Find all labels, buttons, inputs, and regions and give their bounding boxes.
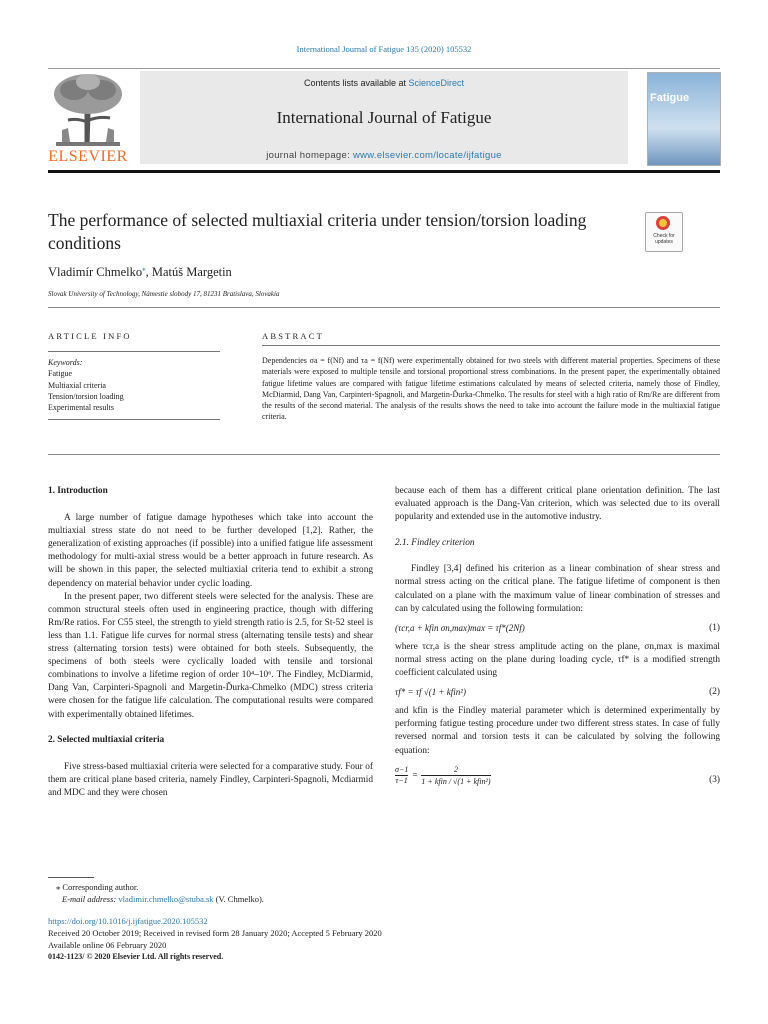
check-updates-icon: [656, 216, 670, 230]
contents-prefix: Contents lists available at: [303, 78, 409, 88]
findley-paragraph-3: and kfin is the Findley material parameter which is determined experimentally by performing fatigue testing procedure under two different stress states. In case of fully reversed normal and torsion tests it can be calculated by solving the following equation:: [395, 706, 720, 756]
eq3-lhs-den: τ−1: [395, 775, 408, 785]
author-1: Vladimír Chmelko: [48, 265, 143, 280]
equation-3: [395, 764, 720, 787]
section-1-heading: 1. Introduction: [48, 486, 108, 496]
author-list: [48, 265, 232, 280]
keywords-label: Keywords:: [48, 358, 83, 367]
intro-paragraph-1: A large number of fatigue damage hypotheses which take into account the multiaxial stress state do not need to be further developed [1,2]. Rather, the generalization of existing approaches (if possible) into a unified fatigue life assessment methodology for multi-axial stress would be a better approach in future research. As will be shown in this paper, the selected multiaxial criteria tend to exhibit a strong dependency on material behavior under cyclic loading.: [48, 513, 373, 589]
email-label: E-mail address:: [62, 894, 119, 904]
footnote-rule: [48, 877, 94, 878]
abstract-rule: [262, 345, 720, 346]
available-online: Available online 06 February 2020: [48, 940, 167, 950]
equation-2-number: (2): [709, 687, 720, 698]
findley-paragraph-2: where τcr,a is the shear stress amplitude acting on the plane, σn,max is maximal normal stress acting on the plane during loading cycle, τf* is a modified strength coefficient calculated using: [395, 641, 720, 679]
header-bottom-rule: [48, 170, 720, 173]
contents-line: [140, 78, 628, 88]
equation-2: [395, 686, 720, 699]
abstract-bottom-rule: [48, 454, 720, 455]
article-info-heading: ARTICLE INFO: [48, 331, 132, 341]
left-column: [48, 485, 373, 800]
keyword: Experimental results: [48, 403, 114, 413]
homepage-prefix: journal homepage:: [266, 150, 353, 161]
doi-link[interactable]: https://doi.org/10.1016/j.ijfatigue.2020.105532: [48, 916, 208, 926]
journal-cover-thumbnail[interactable]: [647, 72, 721, 166]
corresponding-mark[interactable]: ⁎: [142, 265, 146, 273]
criteria-paragraph-continued: because each of them has a different critical plane orientation definition. The last evaluated approach is the Dang-Van criterion, which was selected due to its overall popularity and extended use in the automotive industry.: [395, 486, 720, 523]
abstract-heading: ABSTRACT: [262, 331, 324, 341]
equation-1: [395, 622, 720, 635]
keywords-block: [48, 357, 220, 420]
cover-title: Fatigue: [650, 92, 690, 104]
equation-1-number: (1): [709, 622, 720, 633]
eq3-rhs-den: 1 + kfin / √(1 + kfin²): [421, 776, 491, 786]
equation-1-body: (τcr,a + kfin σn,max)max = τf*(2Nf): [395, 622, 525, 633]
corresponding-note: ⁎ Corresponding author.: [56, 882, 139, 892]
copyright: 0142-1123/ © 2020 Elsevier Ltd. All rights reserved.: [48, 952, 224, 961]
keywords-rule: [48, 419, 220, 420]
check-updates-label: Check for updates: [653, 233, 675, 245]
journal-title: International Journal of Fatigue: [276, 108, 492, 127]
abstract-text: Dependencies σa = f(Nf) and τa = f(Nf) were experimentally obtained for two steels with different material properties. Specimens of these materials were exposed to multiple tensile and torsional proportional stress combinations. In the present paper, the experimentally obtained fatigue lifetime values are compared with fatigue lifetime estimations calculated by means of selected criteria, namely those of Findley, McDiarmid, Dang Van, Carpinteri-Spagnoli, and Margetin-Ďurka-Chmelko. The results for steel with a high ratio of Rm/Re are different from the results of the second material. The analysis of the results shows the need to take into account the failure mode in the multiaxial fatigue criteria.: [262, 356, 720, 422]
received-dates: Received 20 October 2019; Received in revised form 28 January 2020; Accepted 5 February 2020: [48, 928, 382, 938]
journal-homepage: [140, 150, 628, 161]
keyword: Fatigue: [48, 369, 72, 379]
info-top-rule: [48, 307, 720, 308]
equation-3-body: $\frac{\sigma-1}{\tau-1}$ = 2 1 + kfin / √(1 + kfin²): [395, 764, 491, 786]
email-link[interactable]: vladimir.chmelko@stuba.sk: [118, 894, 214, 904]
right-column: [395, 485, 720, 787]
affiliation: Slovak University of Technology, Námestie slobody 17, 81231 Bratislava, Slovakia: [48, 290, 280, 298]
equation-3-number: (3): [709, 774, 720, 785]
header-top-rule: [48, 68, 720, 69]
keyword: Multiaxial criteria: [48, 380, 106, 390]
email-suffix: (V. Chmelko).: [213, 894, 264, 904]
criteria-paragraph-1: Five stress-based multiaxial criteria were selected for a comparative study. Four of them are critical plane based criteria, namely Findley, Carpinteri-Spagnoli, Mcdiarmid and MDC and they were chosen: [48, 761, 373, 798]
homepage-link[interactable]: www.elsevier.com/locate/ijfatigue: [352, 150, 502, 161]
journal-reference[interactable]: International Journal of Fatigue 135 (2020) 105532: [296, 44, 472, 54]
keyword: Tension/torsion loading: [48, 391, 124, 401]
article-info-rule: [48, 351, 220, 352]
eq3-lhs: [395, 765, 408, 786]
elsevier-wordmark: ELSEVIER: [48, 148, 128, 165]
check-for-updates-badge[interactable]: [645, 212, 683, 252]
email-line: [62, 893, 264, 905]
eq3-rhs: [421, 764, 490, 787]
findley-paragraph-1: Findley [3,4] defined his criterion as a linear combination of shear stress and normal stress acting on the critical plane. The fatigue lifetime of component is then calculated on a plane with the maximum value of linear combination of stresses and can by calculated using the following formulation:: [395, 564, 720, 614]
article-title: The performance of selected multiaxial criteria under tension/torsion loading conditions: [48, 210, 587, 253]
sciencedirect-link[interactable]: ScienceDirect: [408, 78, 465, 88]
eq3-rhs-num: 2: [421, 764, 490, 776]
author-2: , Matúš Margetin: [145, 265, 232, 280]
intro-paragraph-2: In the present paper, two different steels were selected for the analysis. These are common structural steels often used in engineering practice, though with differing Rm/Re ratios. For C55 steel, the strength to yield strength ratio is 2.5, for St-52 steel is less than 1.1. Fatigue life curves for normal stress (alternating tensile tests) and shear stress (alternating torsion tests) were obtained for both steels. Subsequently, the specimens of both steels were cyclically loaded with tensile and torsional combinations to involve a lifetime region of order 10⁴–10⁶. The Findley, McDiarmid, Dang Van, Carpinteri-Spagnoli and Margetin-Ďurka-Chmelko (MDC) stress criteria were chosen for the fatigue life calculation. The computational results were compared with experimentally obtained lifetimes.: [48, 591, 373, 720]
eq3-lhs-num: σ−1: [395, 764, 409, 774]
equation-2-body: τf* = τf √(1 + kfin²): [395, 687, 466, 698]
section-2-heading: 2. Selected multiaxial criteria: [48, 734, 165, 745]
section-2-1-heading: 2.1. Findley criterion: [395, 538, 475, 549]
